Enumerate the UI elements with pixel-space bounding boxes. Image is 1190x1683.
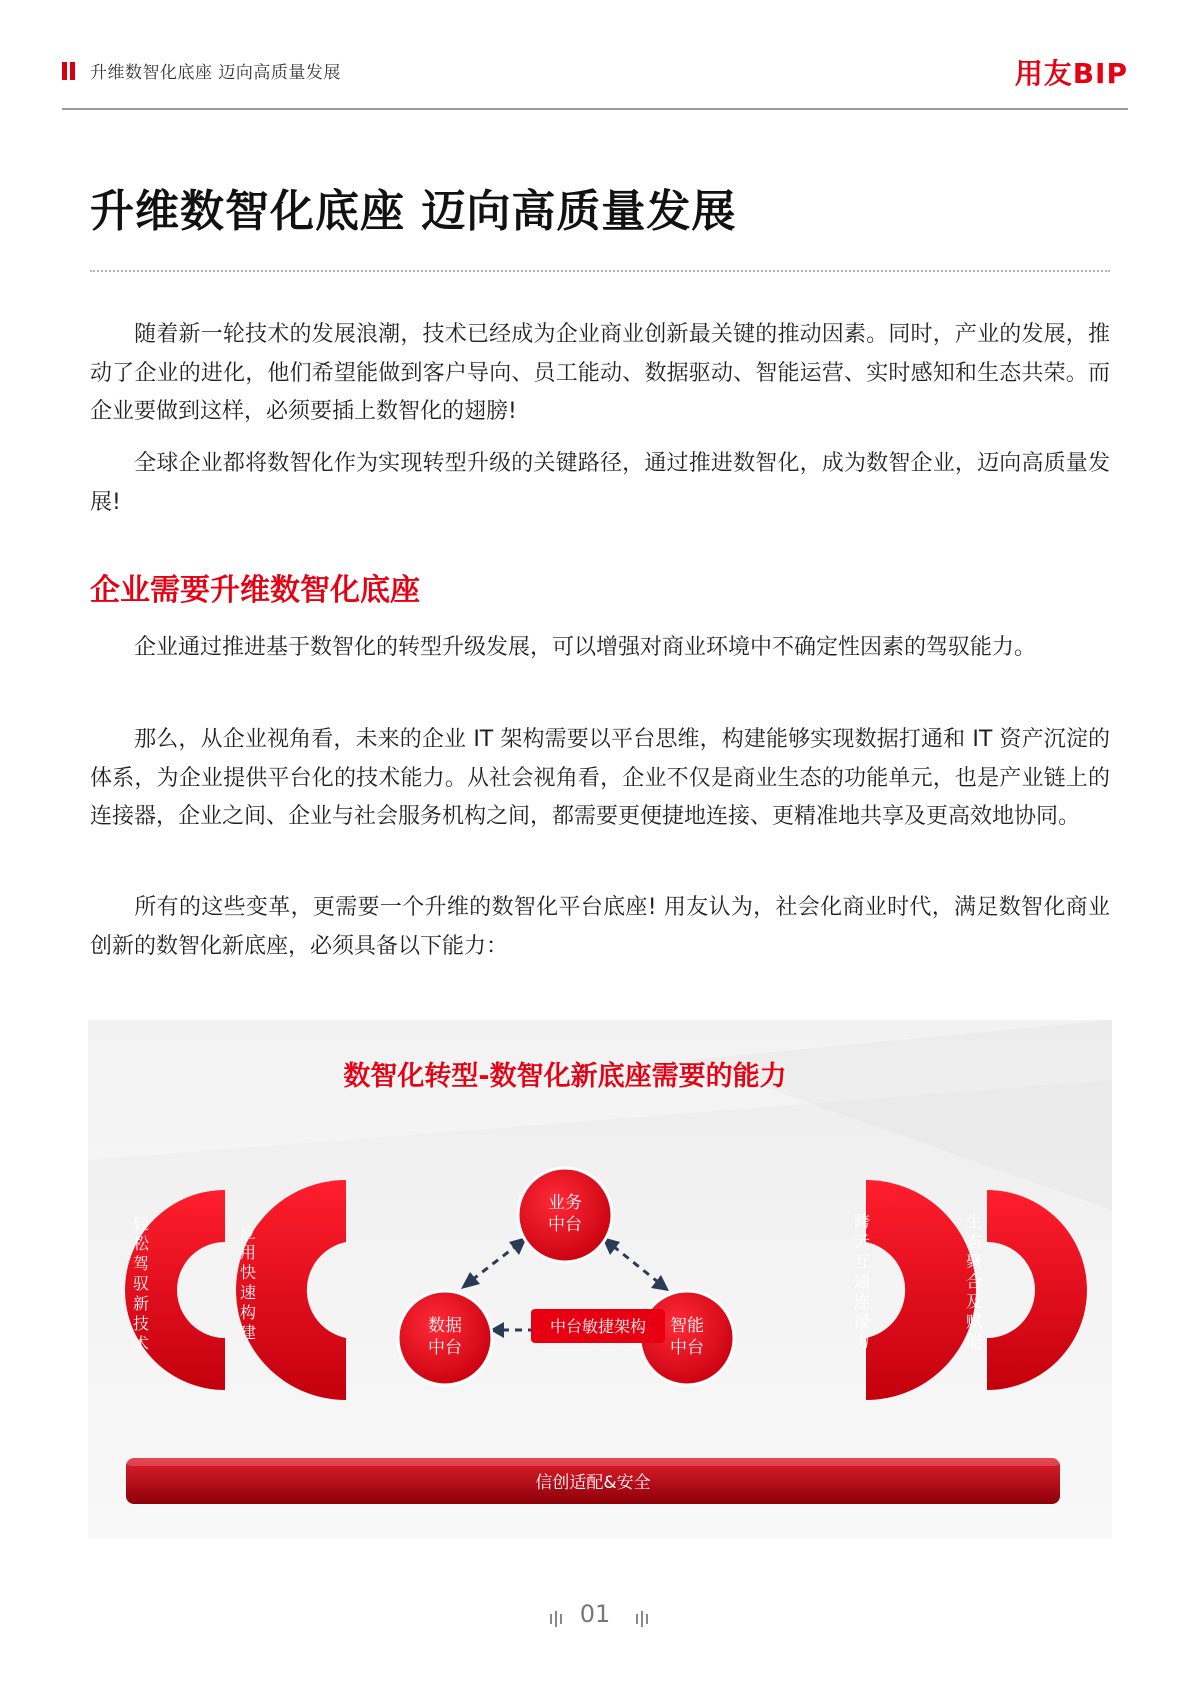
- arrowhead: [461, 1272, 480, 1289]
- right-arc-outer: [987, 1190, 1087, 1390]
- right-arc-inner: [866, 1180, 976, 1400]
- arrow-top-right: [613, 1246, 658, 1282]
- intro-paragraph-2: 全球企业都将数智化作为实现转型升级的关键路径，通过推进数智化，成为数智企业，迈向高质量发展!: [90, 451, 1110, 515]
- header-accent-bars: [62, 62, 76, 80]
- right-arc-outer-label-char: 及: [965, 1292, 983, 1311]
- left-arc-outer-label-char: 术: [132, 1334, 150, 1353]
- right-arc-inner-label-char: 力: [853, 1332, 871, 1351]
- left-arc-inner-label-char: 用: [239, 1243, 257, 1262]
- left-arc-inner-label-char: 建: [239, 1323, 257, 1342]
- page-footer: [0, 1600, 1190, 1640]
- page-number: 01: [579, 1600, 611, 1628]
- left-arc-outer-label-char: 新: [132, 1294, 150, 1313]
- diagram-title: 数智化转型-数智化新底座需要的能力: [343, 1061, 787, 1092]
- brand-logo: 用友BIP: [1014, 57, 1128, 90]
- left-arc-inner-label-char: 速: [239, 1283, 257, 1302]
- node-label: 智能: [670, 1316, 704, 1336]
- node-label: 中台: [670, 1338, 704, 1358]
- left-arc-outer-label-char: 驭: [132, 1274, 150, 1293]
- capability-diagram: [88, 1020, 1112, 1538]
- right-arc-inner-label-char: 连: [853, 1292, 871, 1311]
- left-arc-inner-label-char: 应: [239, 1223, 257, 1242]
- right-arc-inner-label-char: 跨: [853, 1212, 871, 1231]
- pager-tick: [646, 1614, 648, 1624]
- arrow-left-top: [472, 1246, 516, 1280]
- left-arc-outer-label-char: 技: [132, 1314, 150, 1333]
- right-arc-outer-label-char: 生: [965, 1212, 983, 1231]
- center-label: 中台敏捷架构: [549, 1317, 647, 1336]
- left-arc-inner-label-char: 构: [239, 1303, 257, 1322]
- dotted-divider: [90, 270, 1110, 272]
- right-arc-inner-label-char: 接: [853, 1312, 871, 1331]
- node-data-platform: [398, 1291, 492, 1385]
- node-label: 业务: [548, 1193, 582, 1213]
- right-arc-outer-label-char: 合: [965, 1272, 983, 1291]
- left-arc-outer-label-char: 轻: [132, 1214, 150, 1233]
- right-arc-inner-label-char: 互: [853, 1252, 871, 1271]
- page-header: [62, 56, 1128, 112]
- page-title: 升维数智化底座 迈向高质量发展: [90, 186, 737, 237]
- pager-tick: [641, 1611, 643, 1627]
- left-arc-outer-label-char: 松: [132, 1234, 150, 1253]
- node-label: 中台: [548, 1215, 582, 1235]
- pager-tick: [636, 1614, 638, 1624]
- right-arc-outer-label-char: 赋: [965, 1312, 983, 1331]
- node-business-platform: [518, 1168, 612, 1262]
- right-arc-outer-label-char: 态: [965, 1232, 983, 1251]
- body-paragraph-2: 那么，从企业视角看，未来的企业 IT 架构需要以平台思维，构建能够实现数据打通和 IT 资产沉淀的体系，为企业提供平台化的技术能力。从社会视角看，企业不仅是商业生态的功能单元，也是产业链上的连接器，企业之间、企业与社会服务机构之间，都需要更便捷地连接、更精准地共享及更高效地协同。: [90, 727, 1110, 829]
- body-paragraph-3: 所有的这些变革，更需要一个升维的数智化平台底座! 用友认为，社会化商业时代，满足数智化商业创新的数智化新底座，必须具备以下能力：: [90, 895, 1110, 959]
- diagram-svg: [88, 1020, 1112, 1538]
- right-arc-outer-label-char: 聚: [965, 1252, 983, 1271]
- intro-paragraph-1: 随着新一轮技术的发展浪潮，技术已经成为企业商业创新最关键的推动因素。同时，产业的发展，推动了企业的进化，他们希望能做到客户导向、员工能动、数据驱动、智能运营、实时感知和生态共荣。而企业要做到这样，必须要插上数智化的翅膀!: [90, 322, 1110, 424]
- base-bar-label: 信创适配&安全: [535, 1473, 651, 1493]
- arrowhead: [651, 1275, 669, 1291]
- body-paragraph-1: 企业通过推进基于数智化的转型升级发展，可以增强对商业环境中不确定性因素的驾驭能力。: [134, 635, 1037, 660]
- section-heading: 企业需要升维数智化底座: [90, 573, 420, 608]
- node-label: 数据: [428, 1316, 462, 1336]
- header-running-title: 升维数智化底座 迈向高质量发展: [90, 63, 341, 83]
- header-divider: [62, 108, 1128, 110]
- left-arc-inner-label-char: 快: [239, 1263, 257, 1282]
- base-bar-highlight: [126, 1458, 1060, 1466]
- left-arc-outer-label-char: 驾: [132, 1254, 150, 1273]
- right-arc-outer-label-char: 能: [965, 1332, 983, 1351]
- right-arc-inner-label-char: 云: [853, 1232, 871, 1251]
- node-label: 中台: [428, 1338, 462, 1358]
- right-arc-inner-label-char: 通: [853, 1272, 871, 1291]
